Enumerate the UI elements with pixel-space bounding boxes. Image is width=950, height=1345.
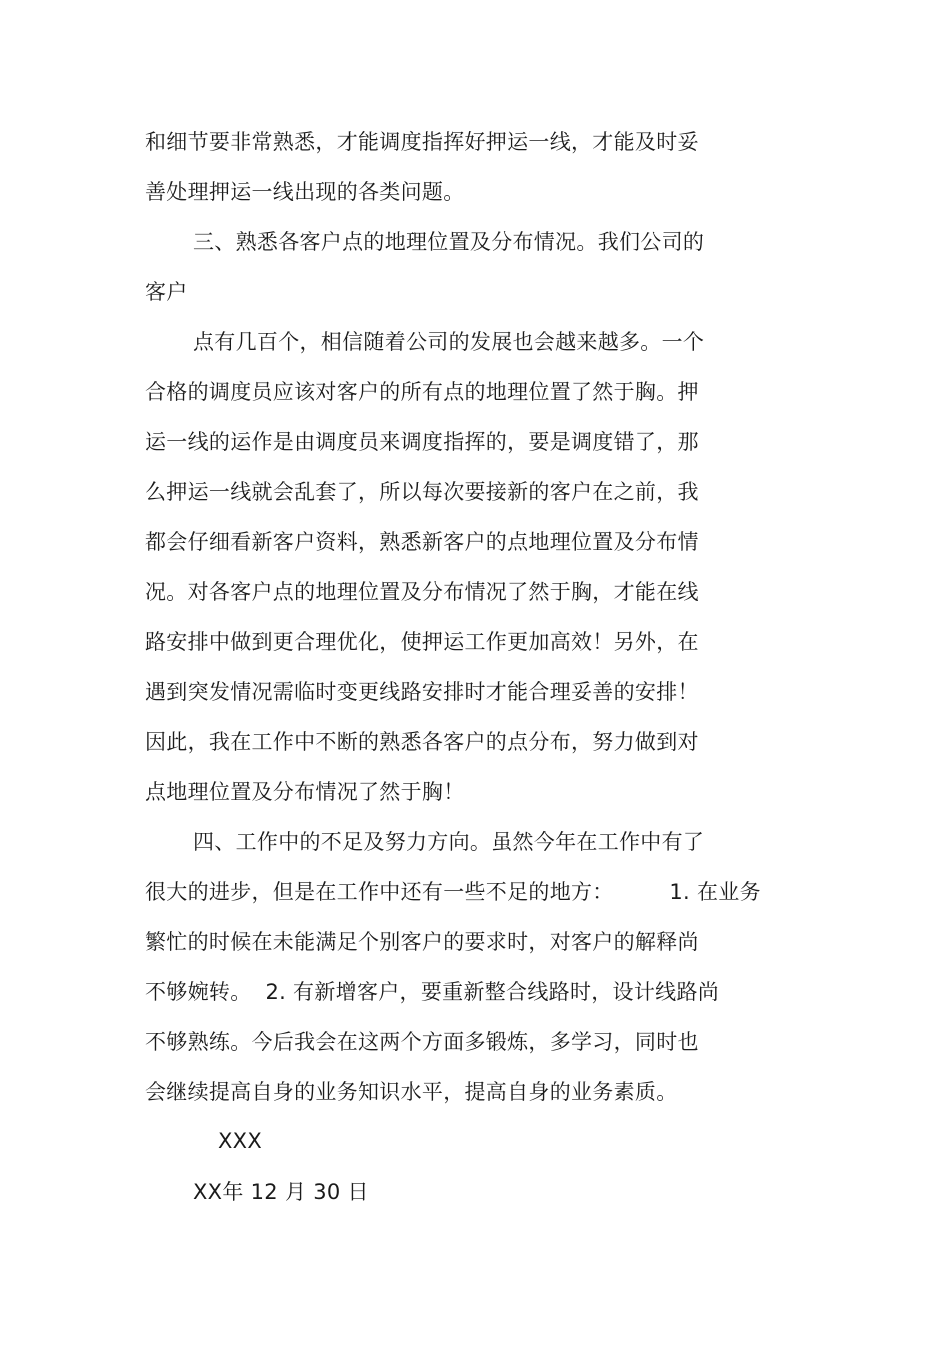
text-line: 运一线的运作是由调度员来调度指挥的，要是调度错了，那 — [145, 430, 699, 454]
text-line: 和细节要非常熟悉，才能调度指挥好押运一线，才能及时妥 — [145, 130, 699, 154]
text-line: 点有几百个，相信随着公司的发展也会越来越多。一个 — [193, 330, 705, 354]
text-line: 不够熟练。今后我会在这两个方面多锻炼，多学习，同时也 — [145, 1030, 699, 1054]
text-line: 因此，我在工作中不断的熟悉各客户的点分布，努力做到对 — [145, 730, 699, 754]
text-line: 繁忙的时候在未能满足个别客户的要求时，对客户的解释尚 — [145, 930, 699, 954]
date: XX年 12 月 30 日 — [193, 1180, 369, 1204]
section-heading-3: 三、熟悉各客户点的地理位置及分布情况。我们公司的 — [193, 230, 705, 254]
text-line: 客户 — [145, 280, 188, 304]
text-line: 会继续提高自身的业务知识水平，提高自身的业务素质。 — [145, 1080, 678, 1104]
text-line: 路安排中做到更合理优化，使押运工作更加高效！另外，在 — [145, 630, 699, 654]
text-line: 遇到突发情况需临时变更线路安排时才能合理妥善的安排！ — [145, 680, 699, 704]
signature: XXX — [218, 1129, 263, 1153]
section-heading-4: 四、工作中的不足及努力方向。虽然今年在工作中有了 — [193, 830, 705, 854]
text-line: 很大的进步，但是在工作中还有一些不足的地方： 1. 在业务 — [145, 880, 761, 904]
text-line: 合格的调度员应该对客户的所有点的地理位置了然于胸。押 — [145, 380, 699, 404]
text-line: 善处理押运一线出现的各类问题。 — [145, 180, 465, 204]
text-line: 么押运一线就会乱套了，所以每次要接新的客户在之前，我 — [145, 480, 699, 504]
text-line: 不够婉转。 2. 有新增客户，要重新整合线路时，设计线路尚 — [145, 980, 720, 1004]
text-line: 点地理位置及分布情况了然于胸！ — [145, 780, 465, 804]
text-line: 都会仔细看新客户资料，熟悉新客户的点地理位置及分布情 — [145, 530, 699, 554]
text-line: 况。对各客户点的地理位置及分布情况了然于胸，才能在线 — [145, 580, 699, 604]
